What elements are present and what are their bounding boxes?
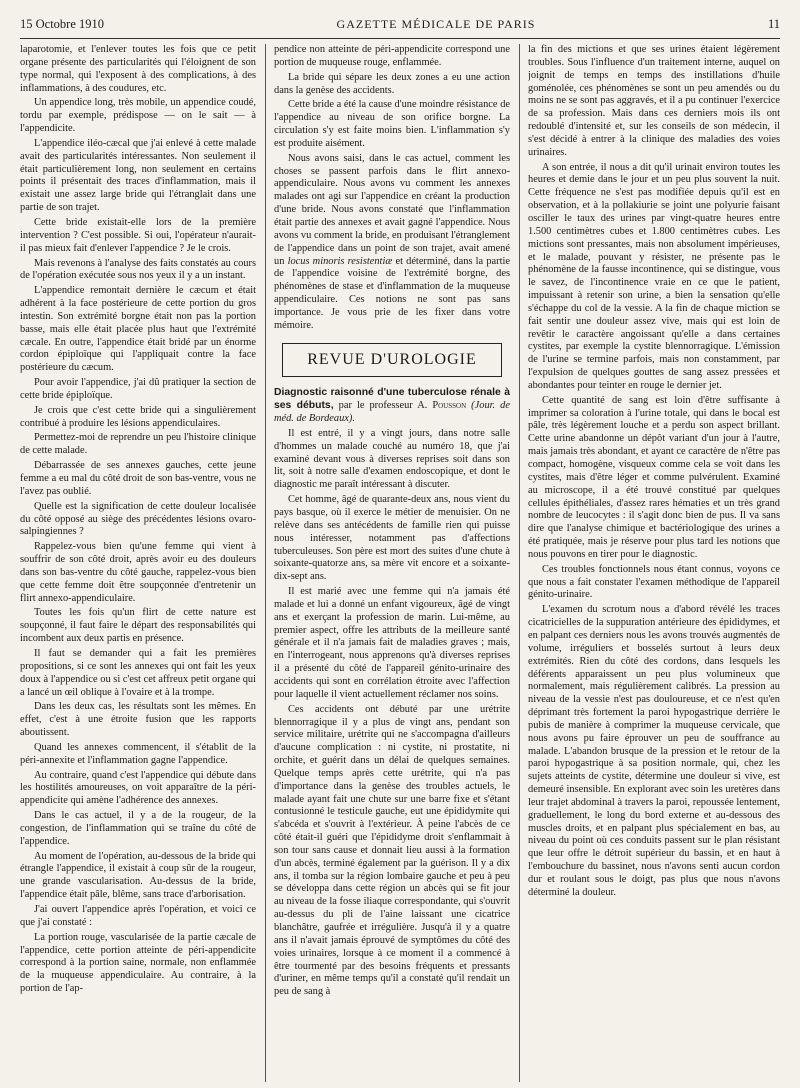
paragraph: Toutes les fois qu'un flirt de cette nature est soupçonné, il faut faire le départ des responsabilités qui incombent aux deux partis en présence.: [20, 607, 256, 645]
article-author-prefix: par le professeur A.: [338, 400, 428, 412]
paragraph: Dans le cas actuel, il y a de la rougeur, de la congestion, de l'inflammation qui se traîne du côté de l'appendice.: [20, 810, 256, 847]
paragraph: Un appendice long, très mobile, un appendice coudé, tordu par exemple, prédispose — on le sait — à l'appendicite.: [20, 97, 256, 135]
section-title: REVUE D'UROLOGIE: [282, 343, 502, 378]
header-title: GAZETTE MÉDICALE DE PARIS: [336, 16, 536, 31]
header-rule: [20, 38, 780, 39]
paragraph: J'ai ouvert l'appendice après l'opération, et voici ce que j'ai constaté :: [20, 904, 256, 928]
paragraph: Quand les annexes commencent, il s'établit de la péri-annexite et l'inflammation gagne l'appendice.: [20, 741, 256, 766]
paragraph: Pour avoir l'appendice, j'ai dû pratiquer la section de cette bride épiploïque.: [20, 377, 256, 401]
paragraph-text: Nous avons saisi, dans le cas actuel, comment les choses se passent parfois dans le flirt annexo-appendiculaire. Nous avons vu comment les annexes malades ont agi sur l'appendice en créant la production d'une bride. Nous avons constaté que l'inflammation était partie des annexes et avait gagné l'appendice. Nous avons vu comment la bride, en produisant l'étranglement de l'appendice dans un point de son trajet, avait amené un: [274, 152, 510, 267]
paragraph: Cette quantité de sang est loin d'être suffisante à imprimer sa coloration à l'urine totale, qui dans le bocal est pâle, très légèrement louche et a perdu son aspect brillant. Cette urine abandonne un dépôt variant d'un jour à l'autre, mais jamais très abondant, et ayant ce caractère de n'être pas compact, homogène, visqueux comme cela se voit dans les cystites, mais d'être léger et comme pulvérulent. Examiné au microscope, il a été trouvé constitué par quelques cellules épithéliales, d'assez rares hématies et un très grand nombre de leucocytes : il s'agit donc bien de pus. Il va sans dire que l'analyse chimique et bactériologique des urines a été pratiquée, mais je réserve pour plus tard les notions que nous pouvons en tirer pour le diagnostic.: [528, 394, 780, 560]
paragraph: Rappelez-vous bien qu'une femme qui vient à souffrir de son côté droit, après avoir eu des douleurs dans son bas-ventre du côté gauche, rappelez-vous bien que cette femme doit être soupçonnée d'entretenir un flirt annexo-appendiculaire.: [20, 541, 256, 604]
paragraph: Cette bride existait-elle lors de la première intervention ? C'est possible. Si oui, l'opérateur n'aurait-il pas mieux fait d'enlever l'appendice ? Je le crois.: [20, 216, 256, 254]
paragraph: la fin des mictions et que ses urines étaient légèrement troubles. Sous l'influence d'un traitement interne, auquel on joignit de temps en temps des instillations d'huile goménolée, ces phénomènes se sont un peu amendés ou du moins ne se sont pas aggravés, et il a pu continuer l'exercice de sa profession. Mais dans ces derniers mois ils ont redoublé d'intensité et, sur les conseils de son médecin, il s'est décidé à entrer à la clinique des maladies des voies urinaires.: [528, 44, 780, 158]
paragraph: La portion rouge, vascularisée de la partie cæcale de l'appendice, cette portion atteinte de péri-appendicite correspond à la portion saine, normale, non enflammée de la muqueuse appendiculaire. Au contraire, à la portion de l'ap-: [20, 931, 256, 995]
column-3: [528, 44, 780, 1084]
paragraph: Cette bride a été la cause d'une moindre résistance de l'appendice au niveau de son orifice borgne. La circulation s'y est faite moins bien. L'inflammation s'y est produite aisément.: [274, 99, 510, 149]
paragraph: Cet homme, âgé de quarante-deux ans, nous vient du pays basque, où il exerce le métier de menuisier. On ne relève dans ses antécédents de famille rien qui puisse nous intéresser, notamment pas d'affections tuberculeuses. Son père est mort des suites d'une chute à soixante-quatorze ans, sa mère vit encore et a soixante-dix-sept ans.: [274, 494, 510, 583]
paragraph: Débarrassée de ses annexes gauches, cette jeune femme a eu mal du côté droit de son bas-ventre, vous ne l'avez pas oublié.: [20, 460, 256, 497]
page-header: [20, 12, 780, 36]
column-divider: [265, 44, 266, 1082]
paragraph: laparotomie, et l'enlever toutes les fois que ce petit organe présente des particularités qui l'éloignent de son type normal, qui l'exposent à des complications, à des inflammations, à des coudures, etc.: [20, 44, 256, 94]
header-date: 15 Octobre 1910: [20, 16, 105, 31]
paragraph: Au contraire, quand c'est l'appendice qui débute dans les hostilités amoureuses, on voit apparaître de la péri-appendicite qui amène l'adhérence des annexes.: [20, 769, 256, 807]
paragraph: Il faut se demander qui a fait les premières propositions, si ce sont les annexes qui ont fait les yeux doux à l'appendice ou si c'est cet affreux petit organe qui a lancé un œil oblique à l'ovaire et à la trompe.: [20, 647, 256, 698]
paragraph: Mais revenons à l'analyse des faits constatés au cours de l'opération exécutée sous nos yeux il y a un instant.: [20, 257, 256, 282]
paragraph: Il est marié avec une femme qui n'a jamais été malade et lui a donné un enfant vigoureux, âgé de vingt ans et exerçant la profession de marin. Lui-même, au premier aspect, offre les attributs de la meilleure santé générale et il n'a jamais fait de maladies graves ; mais, en l'interrogeant, nous apprenons qu'à diverses reprises il a présenté du côté de l'appareil génito-urinaire des accidents qui sont en corrélation étroite avec l'affection pour laquelle il vient actuellement réclamer nos soins.: [274, 586, 510, 700]
paragraph: [274, 153, 510, 333]
paragraph-text: et déterminé, dans la partie de l'appendice voisine de l'extrémité borgne, des phénomènes de stase et d'inflammation de la muqueuse appendiculaire. Ces notions ne sont pas sans importance. Je vous prie de les fixer dans votre mémoire.: [274, 255, 510, 331]
paragraph: Dans les deux cas, les résultats sont les mêmes. En effet, c'est à une étroite fusion que les rapports aboutissent.: [20, 701, 256, 739]
paragraph: Permettez-moi de reprendre un peu l'histoire clinique de cette malade.: [20, 432, 256, 457]
latin-term: locus minoris resistentiæ: [287, 255, 393, 267]
paragraph: Je crois que c'est cette bride qui a singulièrement contribué à produire les lésions appendiculaires.: [20, 404, 256, 429]
article-source: (Jour. de méd. de Bordeaux).: [274, 400, 510, 425]
paragraph: Ces troubles fonctionnels nous étant connus, voyons ce que nous a fait constater l'examen méthodique de l'appareil génito-urinaire.: [528, 563, 780, 601]
paragraph: L'appendice remontait dernière le cæcum et était adhérent à la face postérieure de cette portion du gros intestin. Son extrémité borgne était non pas la portion basse, mais elle était placée plus haut que l'extrémité cæcale. En outre, l'appendice était bridé par un énorme cordon épiploïque qui l'appliquait contre la face postérieure du cæcum.: [20, 285, 256, 374]
article-author: Pousson: [432, 400, 467, 412]
paragraph: A son entrée, il nous a dit qu'il urinait environ toutes les heures et demie dans le jour et un peu plus souvent la nuit. Cette fréquence ne s'est pas modifiée depuis qu'il est en observation, et à la pollakiurie se joint une polyurie faisant osciller le taux des urines par vingt-quatre heures entre 1.500 centimètres cubes et 1.800 centimètres cubes. Les mictions sont pressantes, mais non absolument impérieuses, et le malade, pouvant y résister, ne présente pas le phénomène de la fausse incontinence, qui se distingue, vous le savez, de l'incontinence vraie en ce que le patient, impuissant à retenir son urine, a bien la sensation qu'elle s'échappe du col de la vessie. A la fin de chaque miction se fait sentir une douleur assez vive, mais qui est loin de revêtir le caractère angoissant qu'elle a dans certaines cystites, par exemple la cystite blennorragique. L'émission de l'urine se termine parfois, mais non constamment, par l'expulsion de quelques gouttes de sang assez pressées et abondantes pour teinter en rouge le dernier jet.: [528, 161, 780, 391]
paragraph: L'examen du scrotum nous a d'abord révélé les traces cicatricielles de la suppuration antérieure des épididymes, et en palpant ces derniers nous les avons trouvés augmentés de volume, irréguliers et bosselés surtout à leurs deux extrémités. Rien du côté des cordons, dans lesquels les déférents apparaissent un peu plus volumineux que normalement, mais régulièrement calibrés. La pression au niveau de la vessie n'est pas douloureuse, et ce n'est qu'en déprimant très fortement la paroi hypogastrique derrière le pubis de manière à comprimer la muqueuse cervicale, que nous avons pu faire éprouver un peu de souffrance au malade. L'abandon brusque de la pression et le retour de la paroi hypogastrique à sa position normale, qui, chez les sujets atteints de cystite, détermine une douleur si vive, est demeuré insensible. En explorant avec soin les uretères dans leur trajet abdominal à travers la paroi, repoussée lentement, graduellement, le long du bord externe et au-dessous des muscles droits, et en palpant plus spécialement en bas, au niveau du point où ces conduits passent sur le plan résistant que leur offre le détroit supérieur du bassin, et en haut à l'embouchure du bassinet, nous n'avons senti aucun cordon dur et roulant sous le doigt, pas plus que nous n'avons déterminé la douleur.: [528, 604, 780, 898]
paragraph: Au moment de l'opération, au-dessous de la bride qui étrangle l'appendice, il existait à coup sûr de la rougeur, une grande vascularisation. Au-dessus de la bride, l'appendice était pâle, blême, sans trace d'arborisation.: [20, 850, 256, 901]
page-number: 11: [767, 16, 780, 31]
paragraph: L'appendice iléo-cæcal que j'ai enlevé à cette malade avait des particularités intéressantes. Non seulement il était particulièrement long, non seulement en certains points il présentait des traces d'inflammation, mais il existait une assez large bride qui l'étranglait dans une partie de son trajet.: [20, 137, 256, 214]
paragraph: La bride qui sépare les deux zones a eu une action dans la genèse des accidents.: [274, 71, 510, 96]
article-heading: [274, 387, 510, 426]
paragraph: Il est entré, il y a vingt jours, dans notre salle d'hommes un malade couché au numéro 18, que j'ai examiné devant vous à diverses reprises soit dans son lit, soit à notre salle d'examen endoscopique, et dont le diagnostic me paraît intéressant à discuter.: [274, 427, 510, 491]
column-1: [20, 44, 256, 1084]
article-title: Diagnostic raisonné d'une tuberculose rénale à ses débuts,: [274, 387, 510, 412]
column-divider: [519, 44, 520, 1082]
column-2: [274, 44, 510, 1084]
paragraph: Quelle est la signification de cette douleur localisée du côté opposé au siège des précédentes lésions ovaro-salpingiennes ?: [20, 500, 256, 538]
paragraph: pendice non atteinte de péri-appendicite correspond une portion de muqueuse rouge, enflammée.: [274, 44, 510, 68]
paragraph: Ces accidents ont débuté par une urétrite blennorragique il y a plus de vingt ans, pendant son service militaire, urétrite qui ne s'accompagna d'ailleurs d'aucune complication : ni cystite, ni prostatite, ni orchite, et guérit dans un délai de quelques semaines. Quelque temps après cette urétrite, qui n'a pas d'importance dans la genèse des troubles actuels, le malade ayant fait une chute sur une barre fixe et s'étant contusionné le testicule gauche, eut une épididymite qui s'abcéda et s'ouvrit à l'extérieur. À peine l'abcès de ce côté était-il guéri que l'épididyme droit s'enflammait à son tour sans cause et donnait lieu aussi à la formation d'un abcès, terminé également par la guérison. Il y a dix ans, il tomba sur la région lombaire gauche et peu à peu se développa dans cette région un abcès qui se fit jour au niveau de la fosse iliaque correspondante, qui s'ouvrit au-dessus du pli de l'aine laissant une cicatrice blanchâtre, gaufrée et irrégulière. Jusqu'à il y a quatre ans il n'avait jamais éprouvé de symptômes du côté des voies urinaires, lorsque à ce moment il a commencé à être tourmenté par des besoins fréquents et pressants d'uriner, en même temps qu'il a constaté qu'il rendait un peu de sang à: [274, 703, 510, 998]
